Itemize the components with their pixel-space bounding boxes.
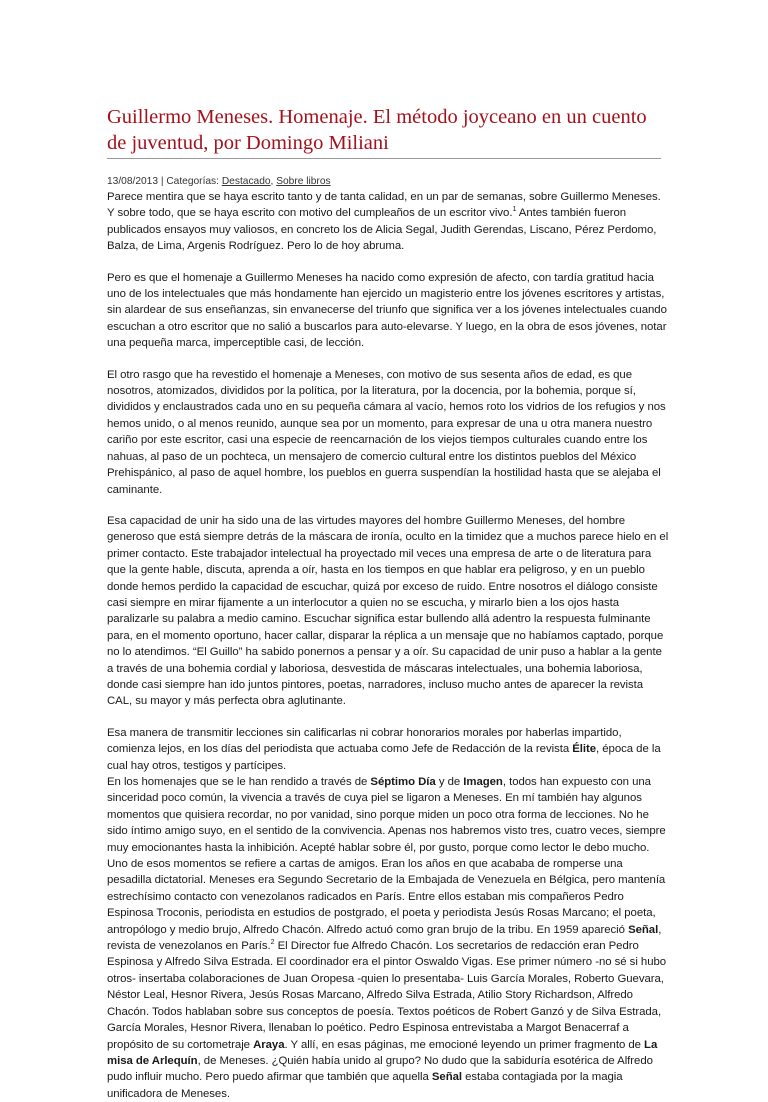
paragraph-5-text-a: Esa manera de transmitir lecciones sin calificarlas ni cobrar honorarios morales por haberlas impartido, comienza lejos, en los días del periodista que actuaba como Jefe de Redacción de la revista bbox=[107, 726, 622, 756]
paragraph-6-text-3: , todos han expuesto con una sinceridad poco común, la vivencia a través de cuya piel se ligaron a Meneses. En mí también hay algunos momentos que quisiera recordar, no por vanidad, sino porque miden un poco otra forma de lecciones. No he sido íntimo amigo suyo, en el sentido de la convivencia. Apenas nos habremos visto tres, cuatro veces, siempre muy emocionantes hasta la inhibición. Acepté hablar sobre él, por gusto, porque como lector le debo mucho. Uno de esos momentos se refiere a cartas de amigos. Eran los años en que acababa de romperse una pesadilla dictatorial. Meneses era Segundo Secretario de la Embajada de Venezuela en Bélgica, pero mantenía estrechísimo contacto con venezolanos radicados en París. Entre ellos estaban mis compañeros Pedro Espinosa Troconis, periodista en estudios de postgrado, el poeta y periodista Jesús Rosas Marcano; el poeta, antropólogo y medio brujo, Alfredo Chacón. Alfredo actuó como gran brujo de la tribu. En 1959 apareció bbox=[107, 776, 666, 936]
paragraph-5-text-c: , época de la cual hay otros, testigos y partícipes. bbox=[107, 743, 661, 772]
paragraph-6-text-4: , revista de venezolanos en París. bbox=[107, 923, 662, 953]
paragraph-2: Pero es que el homenaje a Guillermo Meneses ha nacido como expresión de afecto, con tardía gratitud hacia uno de los intelectuales que más hondamente han ejercido un magisterio entre los jóvenes escritores y artistas, sin alardear de sus enseñanzas, sin envanecerse del triunfo que significa ver a los jóvenes intelectuales cuando escuchan a otro escritor que no salió a buscarlos para auto-elevarse. Y luego, en la obra de esos jóvenes, notar una pequeña marca, imperceptible casi, de lección. bbox=[107, 271, 667, 350]
film-title-araya: Araya bbox=[253, 1038, 285, 1051]
article-title: Guillermo Meneses. Homenaje. El método joyceano en un cuento de juventud, por Domingo Miliani bbox=[107, 106, 647, 154]
publication-senal: Señal bbox=[628, 923, 659, 936]
paragraph-6-text-6: . Y allí, en esas páginas, me emocioné leyendo un primer fragmento de bbox=[284, 1038, 645, 1051]
paragraph-6-text-7: , de Meneses. ¿Quién había unido al grupo? No dudo que la sabiduría esotérica de Alfredo pudo influir mucho. Pero puedo afirmar que también que aquella bbox=[107, 1054, 653, 1084]
footnote-ref-1[interactable]: 1 bbox=[512, 206, 517, 214]
paragraph-6-text-8: estaba contagiada por la magia unificadora de Meneses. bbox=[107, 1071, 623, 1100]
category-link-destacado[interactable]: Destacado bbox=[221, 176, 271, 187]
work-title-la-misa-de-arlequin: La misa de Arlequín bbox=[107, 1038, 658, 1067]
paragraph-5 bbox=[107, 725, 669, 774]
paragraph-3: El otro rasgo que ha revestido el homenaje a Meneses, con motivo de sus sesenta años de edad, es que nosotros, atomizados, divididos por la política, por la literatura, por la docencia, por la bohemia, porque sí, divididos y enclaustrados cada uno en su pequeña cámara al vacío, hemos roto los vidrios de los refugios y nos hemos unido, o al menos reunido, aunque sea por un momento, para expresar de una u otra manera nuestro cariño por este escritor, casi una especie de reencarnación de los viejos tiempos culturales cuando entre los nahuas, al paso de un pochteca, un mensajero de comercio cultural entre los distintos pueblos del México Prehispánico, al paso de aquel hombre, los pueblos en guerra suspendían la hostilidad hasta que se alejaba el caminante. bbox=[107, 368, 666, 496]
paragraph-6 bbox=[107, 774, 669, 1102]
paragraph-1-text-b: Antes también fueron publicados ensayos muy valiosos, en concreto los de Alicia Segal, Judith Gerendas, Liscano, Pérez Perdomo, Balza, de Lima, Argenis Rodríguez. Pero lo de hoy abruma. bbox=[107, 207, 657, 253]
footnote-ref-2[interactable]: 2 bbox=[270, 939, 275, 947]
paragraph-6-text-2: y de bbox=[435, 776, 464, 788]
paragraph-1 bbox=[107, 189, 669, 255]
magazine-title-elite: Élite bbox=[572, 743, 597, 756]
paragraph-1-text-a: Parece mentira que se haya escrito tanto y de tanta calidad, en un par de semanas, sobre Guillermo Meneses. Y sobre todo, que se haya escrito con motivo del cumpleaños de un escritor vivo. bbox=[107, 191, 661, 220]
post-meta bbox=[107, 175, 331, 189]
paragraph-6-text-1: En los homenajes que se le han rendido a través de bbox=[107, 776, 371, 788]
title-divider bbox=[107, 158, 661, 159]
publication-septimo-dia: Séptimo Día bbox=[370, 776, 436, 788]
publication-imagen: Imagen bbox=[463, 776, 503, 788]
categories-label: | Categorías: bbox=[160, 176, 222, 187]
category-separator: , bbox=[270, 176, 277, 187]
paragraph-6-text-5: El Director fue Alfredo Chacón. Los secretarios de redacción eran Pedro Espinosa y Alfredo Silva Estrada. El coordinador era el pintor Oswaldo Vigas. Ese primer número -no sé si hubo otros- insertaba colaboraciones de Juan Oropesa -quien lo presentaba- Luis García Morales, Roberto Guevara, Néstor Leal, Hesnor Rivera, Jesús Rosas Marcano, Alfredo Silva Estrada, Atilio Story Richardson, Alfredo Chacón. Todos hablaban sobre sus conceptos de poesía. Textos poéticos de Robert Ganzó y de Silva Estrada, García Morales, Hesnor Rivera, llenaban lo poético. Pedro Espinosa entrevistaba a Margot Benacerraf a propósito de su cortometraje bbox=[107, 940, 667, 1051]
publication-senal-2: Señal bbox=[431, 1071, 462, 1084]
paragraph-4: Esa capacidad de unir ha sido una de las virtudes mayores del hombre Guillermo Meneses, del hombre generoso que está siempre detrás de la máscara de ironía, oculto en la timidez que a muchos parece hielo en el primer contacto. Este trabajador intelectual ha proyectado mil veces una empresa de arte o de literatura para que la gente hable, discuta, aprenda a oír, hasta en los tiempos en que hablar era peligroso, y en un pueblo donde hemos perdido la capacidad de escuchar, quizá por exceso de ruido. Entre nosotros el diálogo consiste casi siempre en mirar fijamente a un interlocutor a quien no se escucha, y mirarlo bien a los ojos hasta paralizarle su palabra a medio camino. Escuchar significa estar bullendo allá adentro la respuesta fulminante para, en el momento oportuno, hacer callar, disparar la réplica a un mensaje que no habíamos captado, porque no lo atendimos. “El Guillo” ha sabido ponernos a pensar y a oír. Su capacidad de unir puso a hablar a la gente a través de una bohemia cordial y laboriosa, desvestida de máscaras intelectuales, una bohemia laboriosa, donde casi siempre han ido juntos pintores, poetas, narradores, incluso mucho antes de aparecer la revista CAL, su mayor y más perfecta obra aglutinante. bbox=[107, 514, 669, 708]
post-date: 13/08/2013 bbox=[107, 176, 158, 187]
article-body bbox=[107, 189, 669, 1102]
category-link-sobre-libros[interactable]: Sobre libros bbox=[276, 176, 331, 187]
